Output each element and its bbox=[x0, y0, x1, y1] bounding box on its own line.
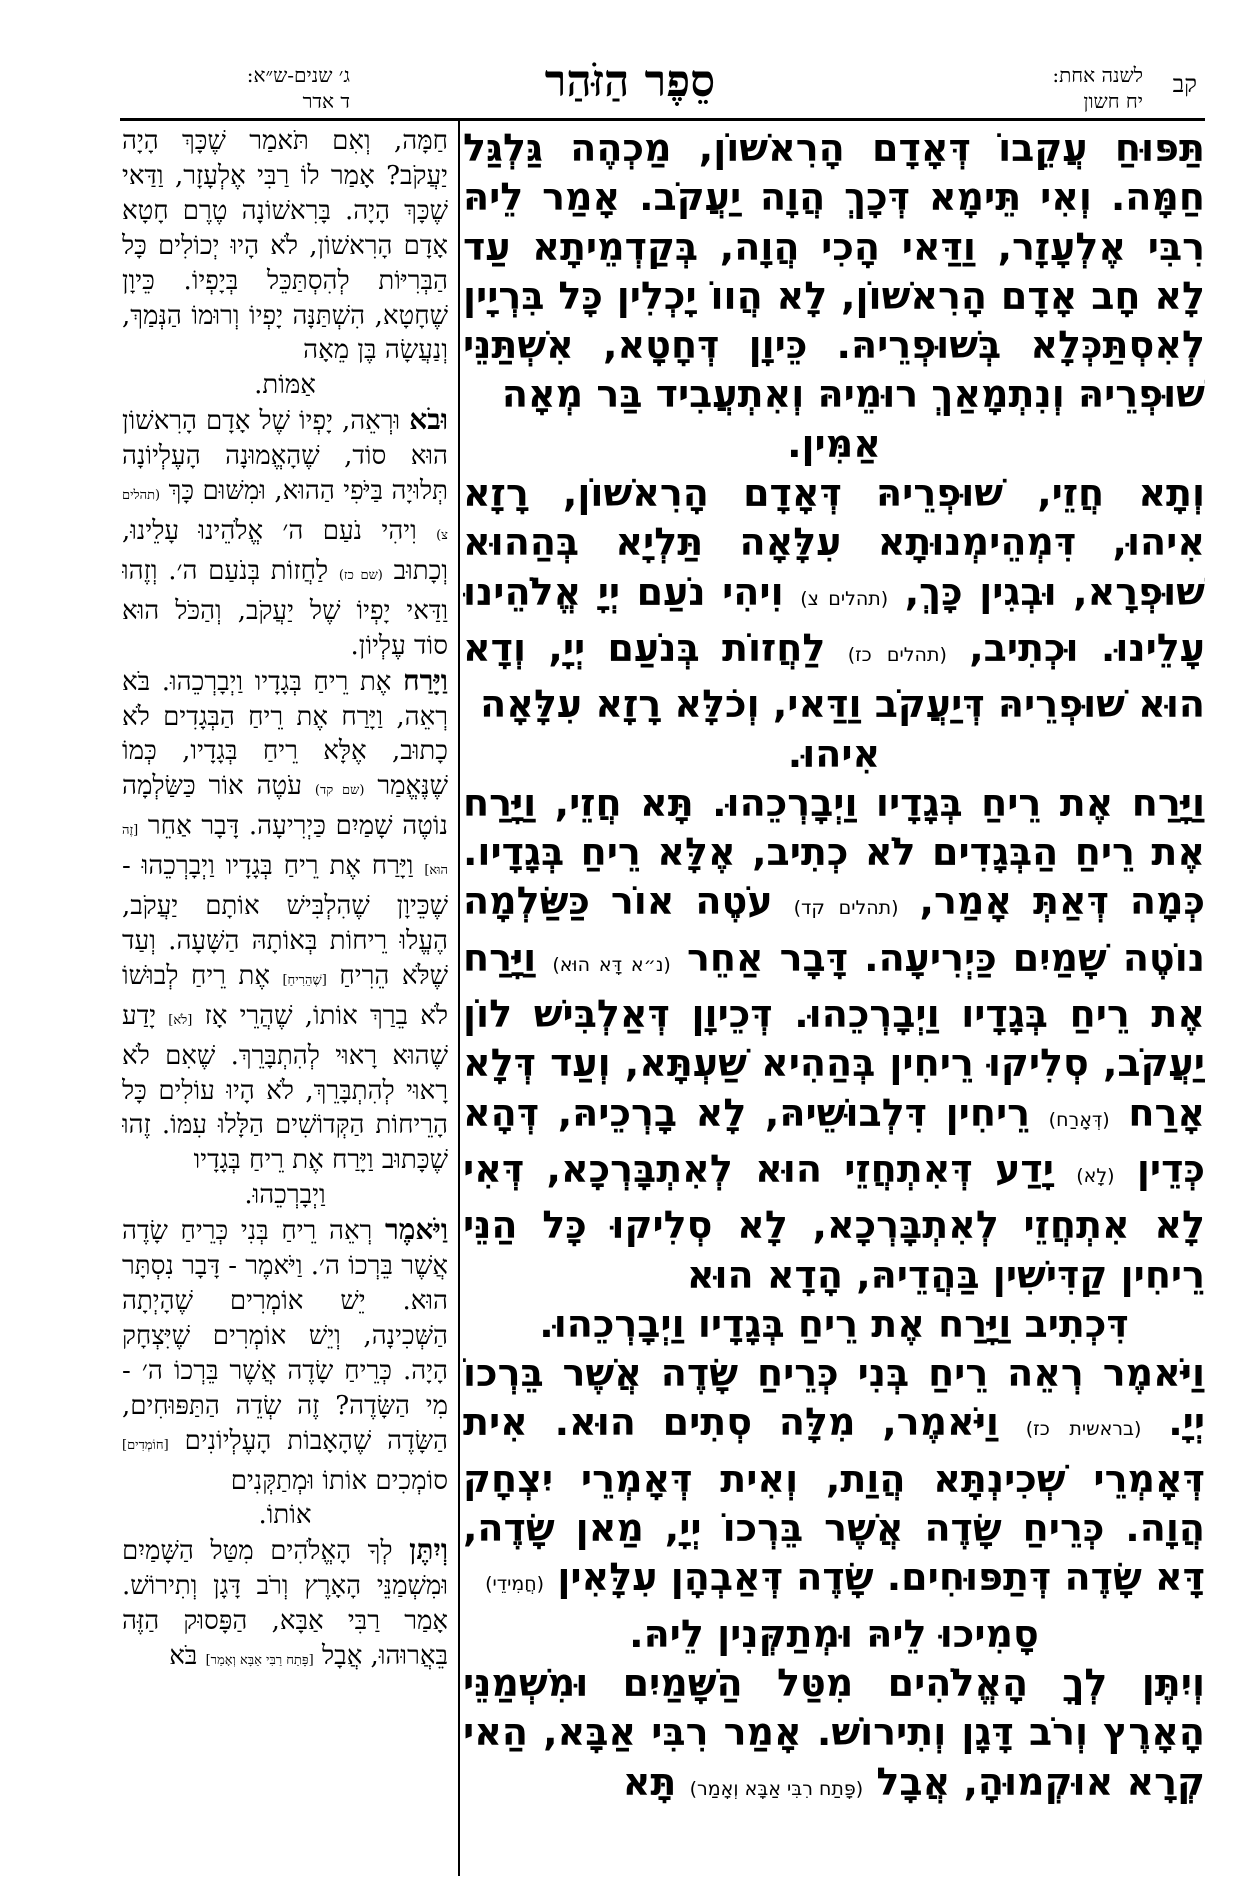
side-paragraph-1 bbox=[122, 124, 448, 368]
side-p2a: וּרְאֵה, יָפְיוֹ שֶׁל אָדָם הָרִאשׁוֹן הוּא סוֹד, שֶׁהָאֱמוּנָה הָעֶלְיוֹנָה תְּלוּיָה בַּיֹּפִי הַהוּא, וּמִשּׁוּם כָּךְ bbox=[122, 406, 448, 507]
citation: (תהלים צ) bbox=[800, 587, 889, 610]
side-paragraph-4 bbox=[122, 1213, 448, 1498]
main-p1-text: תַּפּוּחַ עֲקֵבוֹ דְּאָדָם הָרִאשׁוֹן, מַכְהֶה גַּלְגַּל חַמָּה. וְאִי תֵּימָא דְּכָךְ הֲוָה יַעֲקֹב. אָמַר לֵיהּ רִבִּי אֶלְעָזָר, וַדַּאי הָכִי הֲוָה, בְּקַדְמֵיתָא עַד לָא חָב אָדָם הָרִאשׁוֹן, לָא הֲווֹ יָכְלִין כָּל בִּרְיָין לְאִסְתַּכְּלָא בְּשׁוּפְרֵיהּ. כֵּיוָן דְּחָטָא, אִשְׁתַּנֵּי שׁוּפְרֵיהּ וְנִתְמָאַךְ רוּמֵיהּ וְאִתְעֲבִיד בַּר מְאָה bbox=[463, 126, 1205, 417]
main-p3e: יָדַע דְּאִתְחֲזֵי הוּא לְאִתְבָּרְכָא, דְּאִי לָא אִתְחֲזֵי לְאִתְבָּרְכָא, לָא סְלִיקוּ כָּל הַנֵּי רֵיחִין קַדִּישִׁין בַּהֲדֵיהּ, הָדָא הוּא bbox=[463, 1146, 1205, 1297]
citation: (פָּתַח רִבִּי אַבָּא וְאָמַר) bbox=[689, 1777, 864, 1800]
citation: (שם כז) bbox=[338, 567, 383, 583]
header-right-line1: לשנה אחת: bbox=[1052, 63, 1143, 87]
side-p4a: רְאֵה רֵיחַ בְּנִי כְּרֵיחַ שָׂדֶה אֲשֶׁר בֵּרְכוֹ ה׳. וַיֹּאמֶר - דָּבָר נִסְתָּר הוּא. יֵשׁ אוֹמְרִים שֶׁהָיְתָה הַשְּׁכִינָה, וְיֵשׁ אוֹמְרִים שֶׁיִּצְחָק הָיָה. כְּרֵיחַ שָׂדֶה אֲשֶׁר בֵּרְכוֹ ה׳ - מִי הַשָּׂדֶה? זֶה שְׂדֵה הַתַּפּוּחִים, הַשָּׂדֶה שֶׁהָאָבוֹת הָעֶלְיוֹנִים bbox=[122, 1216, 448, 1456]
translation-column bbox=[122, 124, 448, 1876]
book-title: סֵפֶר הַזֹּהַר bbox=[544, 56, 716, 107]
main-p2b: וִיהִי נֹעַם יְיָ אֱלֹהֵינוּ עָלֵינוּ. וּכְתִיב, bbox=[463, 569, 1205, 670]
citation: (שם קד) bbox=[314, 783, 365, 799]
side-p3d: אֶת רֵיחַ לְבוּשׁוֹ לֹא בֵרַךְ אוֹתוֹ, שֶׁהֲרֵי אָז bbox=[122, 960, 448, 1031]
side-p5-lead: וְיִתֶּן bbox=[409, 1533, 448, 1567]
main-paragraph-2 bbox=[463, 469, 1205, 729]
citation: (נ״א דָּא הוּא) bbox=[552, 953, 671, 976]
main-p2c: לַחֲזוֹת בְּנֹעַם יְיָ, וְדָא הוּא שׁוּפְרֵיהּ דְּיַעֲקֹב וַדַּאי, וְכֹלָּא רָזָא עִלָּאָה bbox=[463, 625, 1205, 727]
main-p3c: וַיָּרַח אֶת רֵיחַ בְּגָדָיו וַיְבָרְכֵהוּ. דְּכֵיוָן דְּאַלְבִּישׁ לוֹן יַעֲקֹב, סְלִיקוּ רֵיחִין בְּהַהִיא שַׁעְתָּא, וְעַד דְּלָא אָרַח bbox=[463, 935, 1205, 1135]
header-rule bbox=[120, 118, 1205, 121]
side-p3-lead: וַיָּרַח bbox=[403, 663, 448, 697]
side-p3e: יָדַע שֶׁהוּא רָאוּי לְהִתְבָּרֵךְ. שֶׁאִם לֹא רָאוּי לְהִתְבָּרֵךְ, לֹא הָיוּ עוֹלִים כָּל הָרֵיחוֹת הַקְּדוֹשִׁים הַלָּלוּ עִמּוֹ. זֶהוּ שֶׁכָּתוּב וַיָּרַח אֶת רֵיחַ בְּגָדָיו bbox=[122, 1000, 448, 1176]
side-paragraph-3 bbox=[122, 664, 448, 1179]
main-p2a: וְתָא חֲזֵי, שׁוּפְרֵיהּ דְּאָדָם הָרִאשׁוֹן, רָזָא אִיהוּ, דִּמְהֵימְנוּתָא עִלָּאָה תַּלְיָא בְּהַהוּא שׁוּפְרָא, וּבְגִין כָּךְ, bbox=[463, 471, 1205, 614]
main-p3d: רֵיחִין דִּלְבוּשֵׁיהּ, לָא בָרְכֵיהּ, דְּהָא כְּדֵין bbox=[463, 1090, 1205, 1191]
header-schedule-left bbox=[130, 62, 350, 114]
citation: (תהלים צ) bbox=[122, 488, 448, 543]
citation: [שֶׁהֵרִיחַ] bbox=[282, 972, 327, 988]
main-p5a: וְיִתֶּן לְךָ הָאֱלֹהִים מִטַּל הַשָּׁמַיִם וּמִשְׁמַנֵּי הָאָרֶץ וְרֹב דָּגָן וְתִירוֹשׁ. אָמַר רִבִּי אַבָּא, הַאי קְרָא אוּקְמוּהָ, אֲבָל bbox=[463, 1660, 1205, 1804]
citation: [זֶה הוּא] bbox=[122, 823, 448, 879]
side-p2b: וִיהִי נֹעַם ה׳ אֱלֹהֵינוּ עָלֵינוּ, וְכָתוּב bbox=[122, 515, 448, 586]
main-paragraph-3 bbox=[463, 779, 1205, 1300]
page-number: קב bbox=[1172, 70, 1197, 98]
side-paragraph-3-end: וַיְבָרְכֵהוּ. bbox=[244, 1180, 326, 1211]
side-p3a: אֶת רֵיחַ בְּגָדָיו וַיְבָרְכֵהוּ. בֹּא רְאֵה, וַיָּרַח אֶת רֵיחַ הַבְּגָדִים לֹא כָתוּב, אֶלָּא רֵיחַ בְּגָדָיו, כְּמוֹ שֶׁנֶּאֱמַר bbox=[122, 666, 448, 802]
main-paragraph-3-end: דִּכְתִיב וַיָּרַח אֶת רֵיחַ בְּגָדָיו וַיְבָרְכֵהוּ. bbox=[539, 1301, 1129, 1346]
side-p5b: בֹּא bbox=[169, 1641, 198, 1672]
main-paragraph-4 bbox=[463, 1349, 1205, 1609]
citation: (לָא) bbox=[1076, 1164, 1115, 1187]
citation: (חֲמִידֵי) bbox=[485, 1573, 545, 1596]
main-paragraph-2-end: אִיהוּ. bbox=[787, 731, 881, 776]
citation: [לֹא] bbox=[168, 1012, 193, 1028]
side-paragraph-4-end: אוֹתוֹ. bbox=[258, 1500, 312, 1531]
header-right-line2: יח חשון bbox=[1083, 89, 1143, 113]
citation: [פָּתַח רַבִּי אַבָּא וְאָמַר] bbox=[205, 1653, 314, 1669]
header-left-line1: ג׳ שנים-ש״א: bbox=[246, 63, 350, 87]
main-text-column bbox=[463, 124, 1205, 1876]
citation: (תהלים כז) bbox=[847, 643, 947, 666]
side-paragraph-5 bbox=[122, 1533, 448, 1679]
side-p4-lead: וַיֹּאמֶר bbox=[385, 1213, 448, 1247]
main-paragraph-1 bbox=[463, 124, 1205, 420]
side-p3b: עֹטֶה אוֹר כַּשַּׂלְמָה נוֹטֶה שָׁמַיִם כַּיְרִיעָה. דָּבָר אַחֵר bbox=[122, 771, 448, 842]
main-p3b: עֹטֶה אוֹר כַּשַּׂלְמָה נוֹטֶה שָׁמַיִם כַּיְרִיעָה. דָּבָר אַחֵר bbox=[463, 879, 1205, 980]
side-p1-text: חַמָּה, וְאִם תֹּאמַר שֶׁכָּךְ הָיָה יַעֲקֹב? אָמַר לוֹ רַבִּי אֶלְעָזָר, וַדַּאי שֶׁכָּךְ הָיָה. בָּרִאשׁוֹנָה טֶרֶם חָטָא אָדָם הָרִאשׁוֹן, לֹא הָיוּ יְכוֹלִים כָּל הַבְּרִיּוֹת לְהִסְתַּכֵּל בְּיָפְיוֹ. כֵּיוָן שֶׁחָטָא, הִשְׁתַּנָּה יָפְיוֹ וְרוּמוֹ הַנְּמַךְ, וְנַעֲשָׂה בֶּן מֵאָה bbox=[122, 126, 448, 366]
side-p3c: וַיָּרַח אֶת רֵיחַ בְּגָדָיו וַיְבָרְכֵהוּ - שֶׁכֵּיוָן שֶׁהִלְבִּישׁ אוֹתָם יַעֲקֹב, הֶעֱלוּ רֵיחוֹת בְּאוֹתָהּ הַשָּׁעָה. וְעַד שֶׁלֹּא הֵרִיחַ bbox=[122, 851, 448, 991]
header-schedule-right bbox=[963, 62, 1143, 114]
side-paragraph-2 bbox=[122, 403, 448, 663]
column-separator bbox=[458, 120, 460, 1876]
side-p2c: לַחֲזוֹת בְּנֹעַם ה׳. וְזֶהוּ וַדַּאי יָפְיוֹ שֶׁל יַעֲקֹב, וְהַכֹּל הוּא סוֹד עֶלְיוֹן. bbox=[122, 555, 448, 661]
side-p2-lead: וּבֹא bbox=[409, 403, 448, 437]
main-paragraph-1-end: אַמִּין. bbox=[787, 421, 881, 466]
citation: (בראשית כז) bbox=[1025, 1418, 1142, 1441]
side-p5a: לְךָ הָאֱלֹהִים מִטַּל הַשָּׁמַיִם וּמִשְׁמַנֵּי הָאָרֶץ וְרֹב דָּגָן וְתִירוֹשׁ. אָמַר רַבִּי אַבָּא, הַפָּסוּק הַזֶּה בֵּאֲרוּהוּ, אֲבָל bbox=[122, 1536, 448, 1672]
main-p4b: וַיֹּאמֶר, מִלָּה סְתִים הוּא. אִית דְּאָמְרֵי שְׁכִינְתָּא הֲוַת, וְאִית דְּאָמְרֵי יִצְחָק הֲוָה. כְּרֵיחַ שָׂדֶה אֲשֶׁר בֵּרְכוֹ יְיָ, מַאן שָׂדֶה, דָּא שָׂדֶה דְּתַפּוּחִים. שָׂדֶה דְּאַבְהָן עִלָּאִין bbox=[463, 1400, 1205, 1600]
citation: (דְּאָרַח) bbox=[1048, 1108, 1110, 1131]
main-paragraph-5 bbox=[463, 1659, 1205, 1814]
citation: (תהלים קד) bbox=[793, 897, 899, 920]
header-left-line2: ד אדר bbox=[302, 89, 350, 113]
main-paragraph-4-end: סָמִיכוּ לֵיהּ וּמְתַקְּנִין לֵיהּ. bbox=[629, 1611, 1039, 1656]
main-p3a: וַיָּרַח אֶת רֵיחַ בְּגָדָיו וַיְבָרְכֵהוּ. תָּא חֲזֵי, וַיָּרַח אֶת רֵיחַ הַבְּגָדִים לֹא כְתִיב, אֶלָּא רֵיחַ בְּגָדָיו. כְּמָה דְּאַתְּ אָמַר, bbox=[463, 780, 1205, 924]
side-paragraph-1-end: אַמּוֹת. bbox=[254, 370, 316, 401]
citation: [חוֹמְדִים] bbox=[122, 1437, 169, 1453]
side-p4b: סוֹמְכִים אוֹתוֹ וּמְתַקְּנִים bbox=[230, 1465, 448, 1496]
main-p4a: וַיֹּאמֶר רְאֵה רֵיחַ בְּנִי כְּרֵיחַ שָׂדֶה אֲשֶׁר בֵּרְכוֹ יְיָ. bbox=[463, 1351, 1205, 1445]
main-p5b: תָּא bbox=[622, 1759, 677, 1804]
